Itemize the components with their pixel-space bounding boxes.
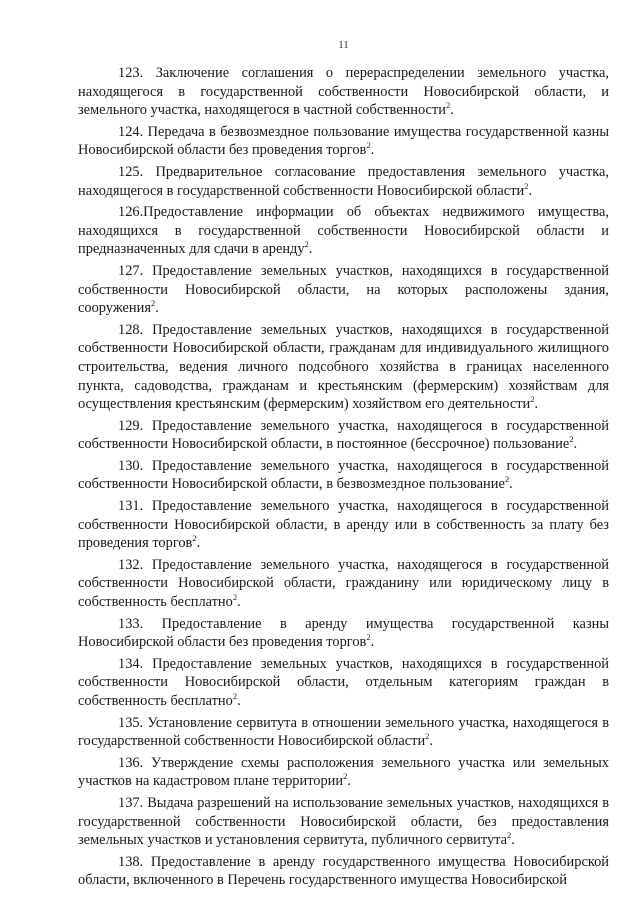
list-item-punctuation: . [528,182,533,199]
list-item [78,457,609,494]
list-item-punctuation: . [237,693,241,709]
list-item-punctuation: . [308,241,313,258]
list-item [78,853,609,890]
list-item-text: 124. Передача в безвозмездное пользование имущества государственной казны Новосибирской области без проведения торгов [78,123,609,159]
list-item-text: 132. Предоставление земельного участка, находящегося в государственной собственности Новосибирской области, гражданину или юридическому лицу в собственность бесплатно [78,556,609,611]
list-item-punctuation: . [534,396,539,413]
footnote-marker: 2 [569,434,574,445]
footnote-marker: 2 [504,474,510,485]
list-item-text: 131. Предоставление земельного участка, находящегося в государственной собственности Новосибирской области, в аренду или в собственность за плату без проведения торгов [78,498,609,552]
list-item-text: 127. Предоставление земельных участков, находящихся в государственной собственности Новосибирской области, на которых расположены здания, сооружения [78,262,609,317]
list-item-punctuation: . [509,476,513,493]
list-item-punctuation: . [196,535,201,552]
list-item-text: 129. Предоставление земельного участка, находящегося в государственной собственности Новосибирской области, в постоянное (бессрочное) пользование [78,417,609,453]
footnote-marker: 2 [507,830,512,841]
list-item-punctuation: . [573,436,578,453]
list-item-text: 135. Установление сервитута в отношении земельного участка, находящегося в государственной собственности Новосибирской области [78,714,609,750]
footnote-marker: 2 [425,731,430,742]
list-item-punctuation: . [429,733,434,750]
list-item [78,556,609,612]
footnote-marker: 2 [192,533,197,544]
footnote-marker: 2 [304,239,309,250]
list-item-text: 126.Предоставление информации об объектах недвижимого имущества, находящихся в государственной собственности Новосибирской области и предназначенных для сдачи в аренду [78,204,609,258]
list-item-text: 123. Заключение соглашения о перераспределении земельного участка, находящегося в государственной собственности Новосибирской области, и земельного участка, находящегося в частной собственности [78,65,609,119]
list-item-punctuation: . [347,773,351,790]
footnote-marker: 2 [366,632,371,643]
footnote-marker: 2 [524,180,529,191]
list-item-text: 133. Предоставление в аренду имущества государственной казны Новосибирской области без проведения торгов [78,615,609,651]
list-item-punctuation: . [237,594,241,611]
list-item [78,123,609,160]
list-item [78,714,609,751]
list-item-text: 134. Предоставление земельных участков, находящихся в государственной собственности Новосибирской области, отдельным категориям граждан в собственность бесплатно [78,655,609,709]
footnote-marker: 2 [150,298,156,309]
page-number: 11 [338,39,349,51]
footnote-marker: 2 [366,140,371,151]
footnote-marker: 2 [343,771,348,782]
footnote-marker: 2 [530,394,535,405]
list-item [78,163,609,200]
list-item [78,615,609,652]
list-item-punctuation: . [370,634,375,651]
list-item-punctuation: . [450,102,454,119]
list-item-punctuation: . [511,832,515,849]
list-item-text: 130. Предоставление земельного участка, находящегося в государственной собственности Новосибирской области, в безвозмездное пользование [78,457,609,493]
footnote-marker: 2 [232,691,238,702]
list-item-text: 138. Предоставление в аренду государственного имущества Новосибирской области, включенного в Перечень государственного имущества Новосибирской [78,853,609,889]
list-item-text: 128. Предоставление земельных участков, находящихся в государственной собственности Новосибирской области, гражданам для индивидуального жилищного строительства, ведения личного подсобного хозяйства в границах населенного пункта, садоводства, гражданам и крестьянским (фермерским) хозяйствам для осуществления крестьянским (фермерским) хозяйством его деятельности [78,321,609,413]
list-item [78,655,609,711]
list-item-text: 136. Утверждение схемы расположения земельного участка или земельных участков на кадастровом плане территории [78,754,609,790]
list-item [78,321,609,414]
list-item [78,64,609,120]
list-item-text: 137. Выдача разрешений на использование земельных участков, находящихся в государственной собственности Новосибирской области, без предоставления земельных участков и установления сервитута, публичного сервитута [78,794,609,849]
list-item-punctuation: . [155,300,159,317]
footnote-marker: 2 [445,100,451,111]
list-item [78,794,609,850]
service-list [78,64,609,890]
list-item [78,754,609,791]
list-item [78,417,609,454]
footnote-marker: 2 [232,592,238,603]
list-item-text: 125. Предварительное согласование предоставления земельного участка, находящегося в государственной собственности Новосибирской области [78,163,609,199]
list-item [78,203,609,259]
list-item [78,497,609,553]
list-item [78,262,609,318]
document-page [78,38,609,893]
list-item-punctuation: . [370,142,375,159]
